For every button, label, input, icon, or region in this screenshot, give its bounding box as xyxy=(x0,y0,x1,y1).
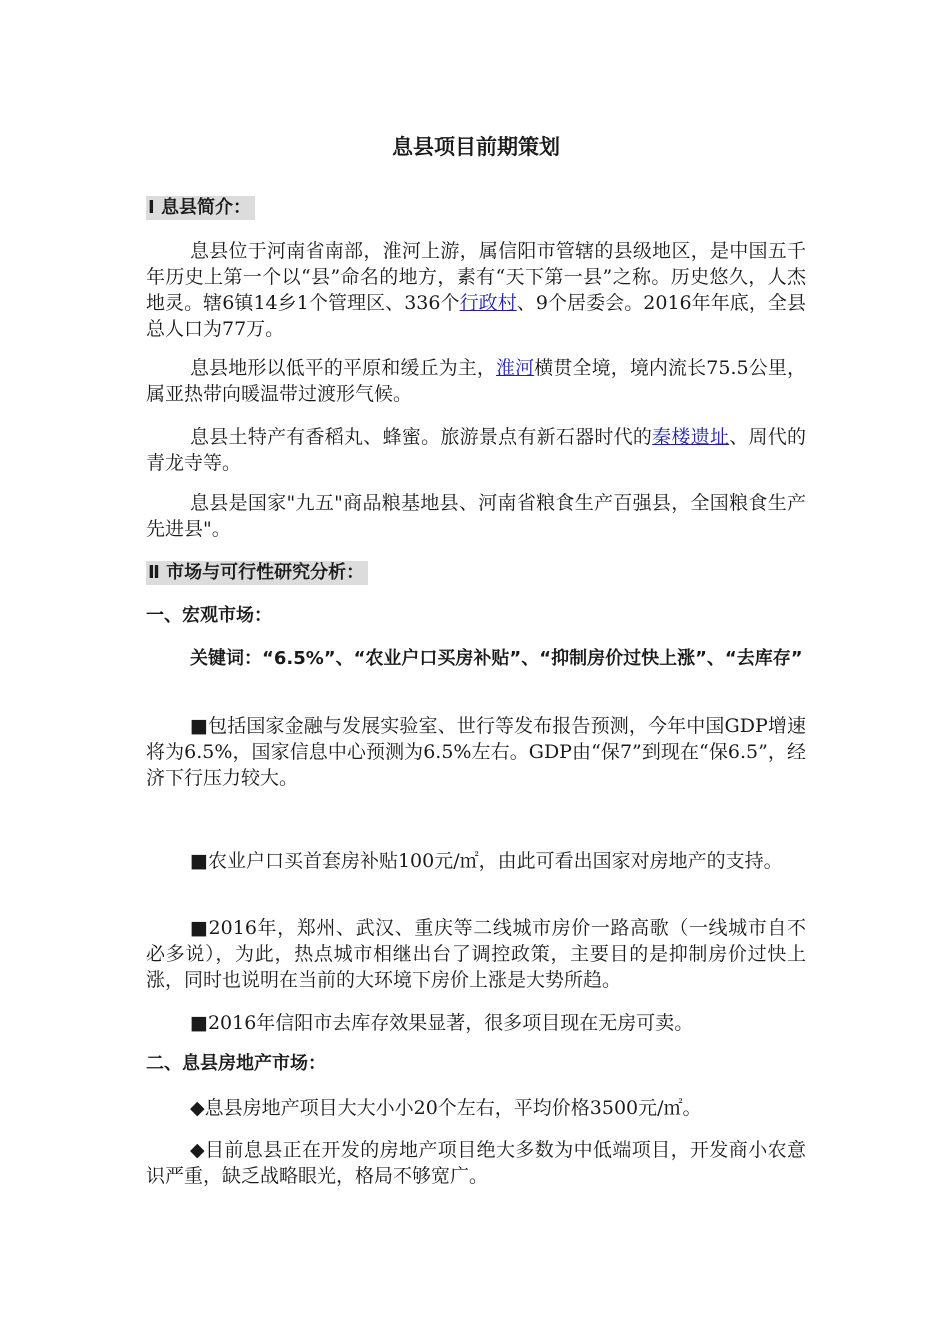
link-huai-river[interactable]: 淮河 xyxy=(495,357,535,379)
intro-paragraph-4: 息县是国家"九五"商品粮基地县、河南省粮食生产百强县，全国粮食生产先进县"。 xyxy=(146,492,806,540)
text-run: 、9个居委会。2016年年底，全县总人口为77万。 xyxy=(146,292,806,340)
text-run: 、周代的青龙寺等。 xyxy=(146,426,806,474)
link-administrative-village[interactable]: 行政村 xyxy=(459,292,517,314)
macro-bullet-2: ■农业户口买首套房补贴100元/㎡，由此可看出国家对房地产的支持。 xyxy=(190,850,783,872)
keywords-line: 关键词：“6.5%”、“农业户口买房补贴”、“抑制房价过快上涨”、“去库存” xyxy=(190,648,803,669)
local-bullet-2: ◆目前息县正在开发的房地产项目绝大多数为中低端项目，开发商小农意识严重，缺乏战略眼光，格局不够宽广。 xyxy=(146,1139,806,1187)
intro-paragraph-2 xyxy=(146,355,806,407)
section-heading-intro: Ⅰ 息县简介： xyxy=(146,196,255,220)
local-bullet-1: ◆息县房地产项目大大小小20个左右，平均价格3500元/㎡。 xyxy=(190,1097,702,1119)
text-run: 息县土特产有香稻丸、蜂蜜。旅游景点有新石器时代的 xyxy=(190,426,653,448)
page-title: 息县项目前期策划 xyxy=(392,135,560,159)
text-run: 息县位于河南省南部，淮河上游，属信阳市管辖的县级地区，是中国五千年历史上第一个以“县”命名的地方，素有“天下第一县”之称。历史悠久，人杰地灵。辖6镇14乡1个管理区、336个 xyxy=(146,240,806,314)
macro-bullet-1: ■包括国家金融与发展实验室、世行等发布报告预测，今年中国GDP增速将为6.5%，国家信息中心预测为6.5%左右。GDP由“保7”到现在“保6.5”，经济下行压力较大。 xyxy=(146,715,806,789)
macro-bullet-3: ■2016年，郑州、武汉、重庆等二线城市房价一路高歌（一线城市自不必多说），为此，热点城市相继出台了调控政策，主要目的是抑制房价过快上涨，同时也说明在当前的大环境下房价上涨是大势所趋。 xyxy=(146,917,806,991)
text-run: 横贯全境，境内流长75.5公里，属亚热带向暖温带过渡形气候。 xyxy=(146,357,806,405)
intro-paragraph-1 xyxy=(146,238,806,342)
intro-paragraph-3 xyxy=(146,424,806,476)
section-heading-market: Ⅱ 市场与可行性研究分析： xyxy=(146,561,368,585)
subsection-heading-macro: 一、宏观市场： xyxy=(146,605,272,626)
macro-bullet-4: ■2016年信阳市去库存效果显著，很多项目现在无房可卖。 xyxy=(190,1012,694,1034)
link-qinlou-site[interactable]: 秦楼遗址 xyxy=(652,426,730,448)
text-run: 息县地形以低平的平原和缓丘为主， xyxy=(190,357,496,379)
subsection-heading-local: 二、息县房地产市场： xyxy=(146,1053,326,1074)
